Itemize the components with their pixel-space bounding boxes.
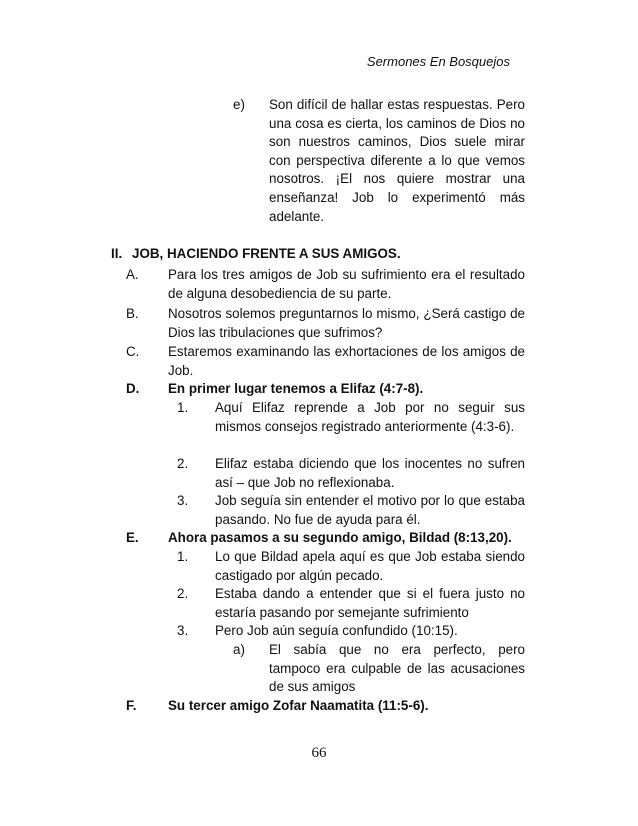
item-label: E. [126, 530, 139, 545]
section-title: JOB, HACIENDO FRENTE A SUS AMIGOS. [132, 246, 401, 261]
item-label: B. [126, 306, 139, 321]
item-label: e) [233, 97, 245, 112]
item-text: Estaremos examinando las exhortaciones de los amigos de Job. [168, 344, 525, 378]
item-label: F. [126, 698, 137, 713]
item-label: 3. [177, 493, 189, 508]
item-label: A. [126, 267, 139, 282]
item-text: Job seguía sin entender el motivo por lo que estaba pasando. No fue de ayuda para él. [215, 493, 525, 527]
item-label: 1. [177, 549, 189, 564]
item-text: En primer lugar tenemos a Elifaz (4:7-8). [168, 381, 424, 396]
item-text: Ahora pasamos a su segundo amigo, Bildad (8:13,20). [168, 530, 512, 545]
item-label: D. [126, 381, 140, 396]
item-text: Pero Job aún seguía confundido (10:15). [215, 623, 458, 638]
item-label: C. [126, 344, 140, 359]
item-text: Lo que Bildad apela aquí es que Job estaba siendo castigado por algún pecado. [215, 549, 525, 583]
item-text: Su tercer amigo Zofar Naamatita (11:5-6). [168, 698, 429, 713]
item-text: Aquí Elifaz reprende a Job por no seguir sus mismos consejos registrado anteriormente (4:3-6). [215, 400, 525, 434]
item-text: Para los tres amigos de Job su sufrimiento era el resultado de alguna desobediencia de su parte. [168, 267, 525, 301]
item-text: Son difícil de hallar estas respuestas. Pero una cosa es cierta, los caminos de Dios no son nuestros caminos, Dios suele mirar con perspectiva diferente a lo que vemos nosotros. ¡El nos quiere mostrar una enseñanza! Job lo experimentó más adelante. [269, 97, 525, 224]
item-label: a) [233, 642, 245, 657]
item-label: 1. [177, 400, 189, 415]
page-number: 66 [311, 745, 327, 761]
item-label: 3. [177, 623, 189, 638]
item-label: 2. [177, 586, 189, 601]
item-label: 2. [177, 456, 189, 471]
item-text: Estaba dando a entender que si el fuera justo no estaría pasando por semejante sufrimiento [215, 586, 525, 620]
item-text: Nosotros solemos preguntarnos lo mismo, ¿Será castigo de Dios las tribulaciones que sufrimos? [168, 306, 525, 340]
item-text: El sabía que no era perfecto, pero tampoco era culpable de las acusaciones de sus amigos [269, 642, 525, 695]
running-header: Sermones En Bosquejos [366, 54, 510, 69]
item-text: Elifaz estaba diciendo que los inocentes no sufren así – que Job no reflexionaba. [215, 456, 525, 490]
item-label: II. [111, 246, 123, 261]
